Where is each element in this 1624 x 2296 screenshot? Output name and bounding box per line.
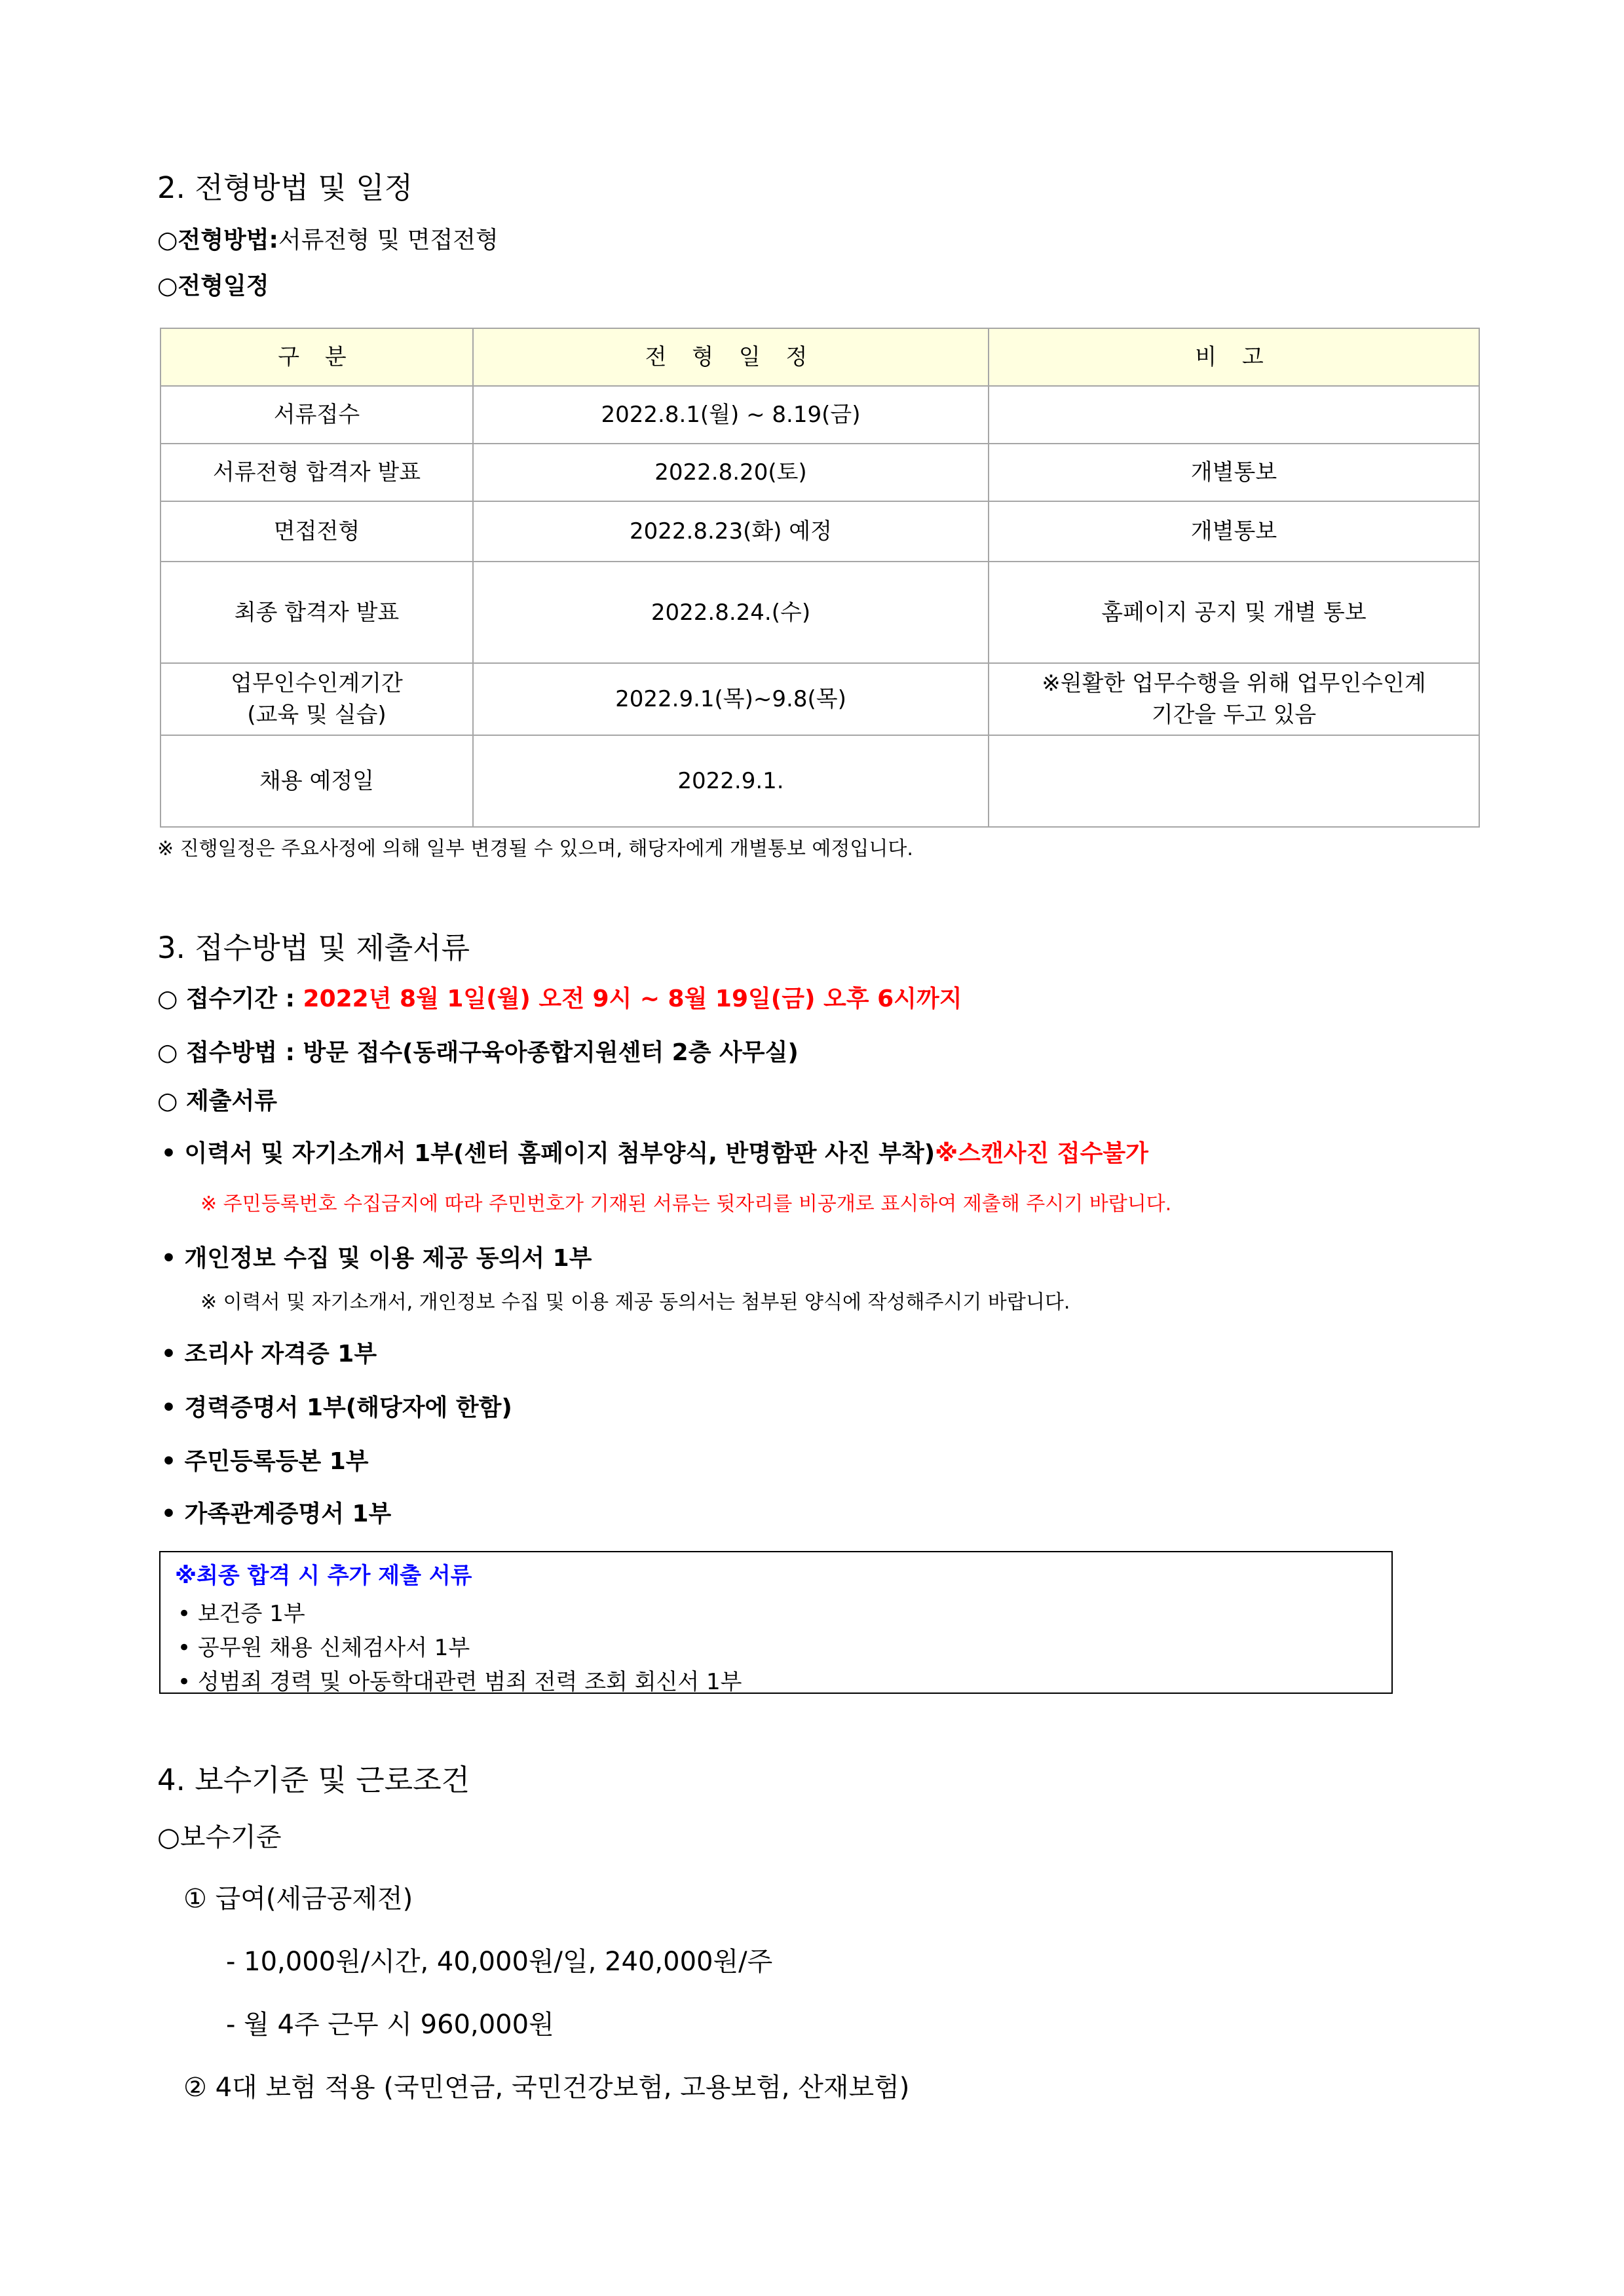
doc-resume-text: • 이력서 및 자기소개서 1부(센터 홈페이지 첨부양식, 반명함판 사진 부착) [161, 1140, 935, 1167]
schedule-footnote: ※ 진행일정은 주요사정에 의해 일부 변경될 수 있으며, 해당자에게 개별통보 예정입니다. [157, 837, 913, 860]
selection-method-value: 서류전형 및 면접전형 [278, 227, 499, 254]
header-note: 비 고 [989, 328, 1479, 386]
row-note: 홈페이지 공지 및 개별 통보 [989, 562, 1479, 663]
row-date: 2022.8.24.(수) [473, 562, 989, 663]
box-title: ※최종 합격 시 추가 제출 서류 [175, 1563, 472, 1589]
row-item-line2: (교육 및 실습) [247, 702, 387, 728]
row-note: 개별통보 [989, 501, 1479, 562]
doc-resume-warning: ※스캔사진 접수불가 [935, 1140, 1148, 1167]
row-note [989, 735, 1479, 827]
pay-standard-label: ○보수기준 [157, 1822, 282, 1852]
selection-method [157, 221, 499, 255]
header-category: 구 분 [161, 328, 473, 386]
row-date: 2022.8.20(토) [473, 444, 989, 501]
row-item [161, 663, 473, 735]
doc-consent: • 개인정보 수집 및 이용 제공 동의서 1부 [161, 1245, 592, 1272]
table-row [161, 663, 1479, 735]
table-row [161, 501, 1479, 562]
box-item: • 보건증 1부 [178, 1601, 305, 1627]
pay-item-salary: ① 급여(세금공제전) [183, 1884, 413, 1914]
pay-item-salary-rates: - 10,000원/시간, 40,000원/일, 240,000원/주 [226, 1947, 773, 1977]
doc-consent-note: ※ 이력서 및 자기소개서, 개인정보 수집 및 이용 제공 동의서는 첨부된 양식에 작성해주시기 바랍니다. [200, 1291, 1070, 1314]
row-item: 채용 예정일 [161, 735, 473, 827]
doc-resident-register: • 주민등록등본 1부 [161, 1448, 369, 1475]
pay-item-insurance: ② 4대 보험 적용 (국민연금, 국민건강보험, 고용보험, 산재보험) [183, 2073, 910, 2103]
table-row [161, 386, 1479, 444]
application-period-label: ○ 접수기간 : [157, 985, 303, 1012]
section3-heading: 3. 접수방법 및 제출서류 [157, 930, 470, 965]
doc-cook-license: • 조리사 자격증 1부 [161, 1341, 377, 1368]
doc-resume [161, 1135, 1148, 1168]
row-item: 최종 합격자 발표 [161, 562, 473, 663]
row-item: 면접전형 [161, 501, 473, 562]
table-row [161, 735, 1479, 827]
box-item: • 공무원 채용 신체검사서 1부 [178, 1635, 470, 1661]
schedule-table [160, 328, 1480, 828]
box-item: • 성범죄 경력 및 아동학대관련 범죄 전력 조회 회신서 1부 [178, 1669, 742, 1695]
doc-career-cert: • 경력증명서 1부(해당자에 한함) [161, 1394, 512, 1421]
table-row [161, 562, 1479, 663]
row-note: 개별통보 [989, 444, 1479, 501]
application-period [157, 980, 962, 1014]
doc-resume-note: ※ 주민등록번호 수집금지에 따라 주민번호가 기재된 서류는 뒷자리를 비공개로 표시하여 제출해 주시기 바랍니다. [200, 1193, 1172, 1215]
row-date: 2022.9.1(목)~9.8(목) [473, 663, 989, 735]
row-date: 2022.9.1. [473, 735, 989, 827]
row-note [989, 386, 1479, 444]
application-method: ○ 접수방법 : 방문 접수(동래구육아종합지원센터 2층 사무실) [157, 1039, 799, 1066]
header-schedule: 전 형 일 정 [473, 328, 989, 386]
doc-family-cert: • 가족관계증명서 1부 [161, 1501, 392, 1527]
row-note-line2: 기간을 두고 있음 [1151, 702, 1317, 728]
row-item: 서류전형 합격자 발표 [161, 444, 473, 501]
documents-label: ○ 제출서류 [157, 1088, 278, 1115]
section4-heading: 4. 보수기준 및 근로조건 [157, 1763, 470, 1797]
section2-heading: 2. 전형방법 및 일정 [157, 170, 413, 205]
application-period-value: 2022년 8월 1일(월) 오전 9시 ~ 8월 19일(금) 오후 6시까지 [303, 985, 962, 1012]
table-header-row [161, 328, 1479, 386]
row-note-line1: ※원활한 업무수행을 위해 업무인수인계 [1042, 670, 1426, 697]
pay-item-salary-monthly: - 월 4주 근무 시 960,000원 [226, 2010, 554, 2040]
additional-documents-box [159, 1551, 1393, 1694]
selection-method-label: ○전형방법: [157, 227, 278, 254]
row-date: 2022.8.23(화) 예정 [473, 501, 989, 562]
row-date: 2022.8.1(월) ~ 8.19(금) [473, 386, 989, 444]
row-item-line1: 업무인수인계기간 [231, 670, 403, 697]
schedule-label: ○전형일정 [157, 273, 269, 299]
table-row [161, 444, 1479, 501]
row-note [989, 663, 1479, 735]
row-item: 서류접수 [161, 386, 473, 444]
